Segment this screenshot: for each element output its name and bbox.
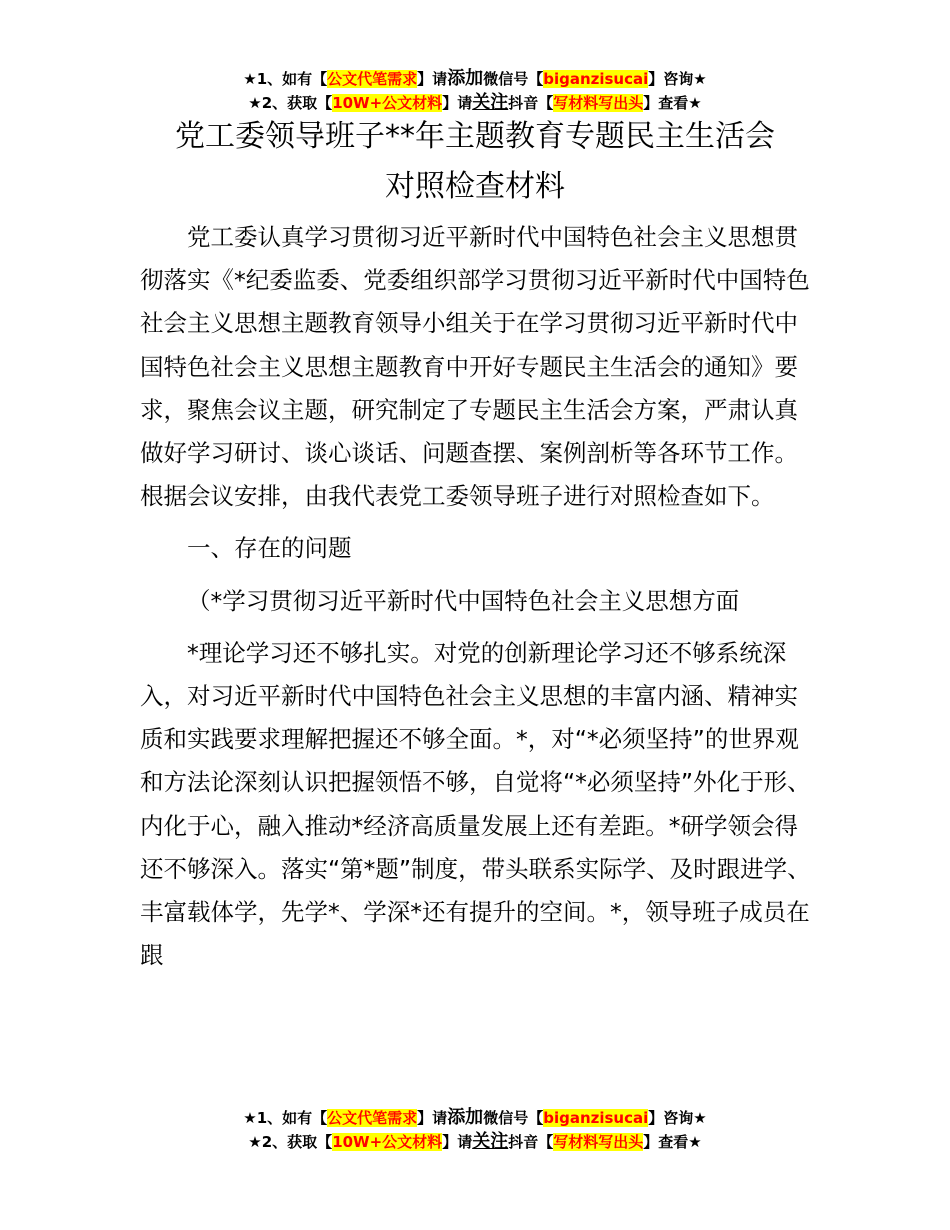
promo-text-emphasis: 添加 <box>447 68 484 89</box>
footer-promo <box>0 1106 950 1154</box>
promo-text: ★1、如有【 <box>243 1109 328 1127</box>
body-paragraph-intro: 党工委认真学习贯彻习近平新时代中国特色社会主义思想贯彻落实《*纪委监委、党委组织部学习贯彻习近平新时代中国特色社会主义思想主题教育领导小组关于在学习贯彻习近平新时代中国特色社会主义思想主题教育中开好专题民主生活会的通知》要求，聚焦会议主题，研究制定了专题民主生活会方案，严肃认真做好学习研讨、谈心谈话、问题查摆、案例剖析等各环节工作。根据会议安排，由我代表党工委领导班子进行对照检查如下。 <box>140 223 810 511</box>
subsection-heading: （*学习贯彻习近平新时代中国特色社会主义思想方面 <box>187 586 740 615</box>
promo-text: 】请 <box>442 94 473 112</box>
promo-text: 】请 <box>417 1109 448 1127</box>
promo-text: 抖音【 <box>508 94 554 112</box>
header-promo <box>0 67 950 115</box>
promo-text: 微信号【 <box>483 1109 544 1127</box>
promo-text: 】请 <box>442 1133 473 1151</box>
promo-douyin-id: 写材料写出头 <box>553 1133 644 1151</box>
promo-highlight: 10W+公文材料 <box>332 94 443 112</box>
promo-douyin-id: 写材料写出头 <box>553 94 644 112</box>
promo-line-1 <box>0 1106 950 1130</box>
title-line-1: 党工委领导班子**年主题教育专题民主生活会 <box>175 119 775 154</box>
promo-text: 抖音【 <box>508 1133 554 1151</box>
promo-text: 】查看★ <box>643 1133 702 1151</box>
promo-highlight: 公文代笔需求 <box>327 70 418 88</box>
body-paragraph: *理论学习还不够扎实。对党的创新理论学习还不够系统深入，对习近平新时代中国特色社会主义思想的丰富内涵、精神实质和实践要求理解把握还不够全面。*，对“*必须坚持”的世界观和方法论深刻认识把握领悟不够，自觉将“*必须坚持”外化于形、内化于心，融入推动*经济高质量发展上还有差距。*研学领会得还不够深入。落实“第*题”制度，带头联系实际学、及时跟进学、丰富载体学，先学*、学深*还有提升的空间。*，领导班子成员在跟 <box>140 638 811 970</box>
promo-line-1 <box>0 67 950 91</box>
promo-text: 】咨询★ <box>648 1109 707 1127</box>
promo-highlight: 公文代笔需求 <box>327 1109 418 1127</box>
document-title <box>0 112 950 212</box>
promo-highlight: 10W+公文材料 <box>332 1133 443 1151</box>
section-heading: 一、存在的问题 <box>187 534 352 563</box>
promo-text: ★1、如有【 <box>243 70 328 88</box>
title-line-2: 对照检查材料 <box>385 169 565 204</box>
document-body <box>140 216 812 977</box>
promo-text: 】咨询★ <box>648 70 707 88</box>
promo-text: 】请 <box>417 70 448 88</box>
promo-text: 】查看★ <box>643 94 702 112</box>
promo-text-emphasis: 关注 <box>472 1131 509 1152</box>
promo-wechat-id: biganzisucai <box>543 1109 649 1127</box>
promo-text: 微信号【 <box>483 70 544 88</box>
promo-text-emphasis: 添加 <box>447 1107 484 1128</box>
promo-text: ★2、获取【 <box>248 1133 333 1151</box>
promo-text: ★2、获取【 <box>248 94 333 112</box>
promo-line-2 <box>0 1130 950 1154</box>
promo-text-emphasis: 关注 <box>472 92 509 113</box>
promo-wechat-id: biganzisucai <box>543 70 649 88</box>
